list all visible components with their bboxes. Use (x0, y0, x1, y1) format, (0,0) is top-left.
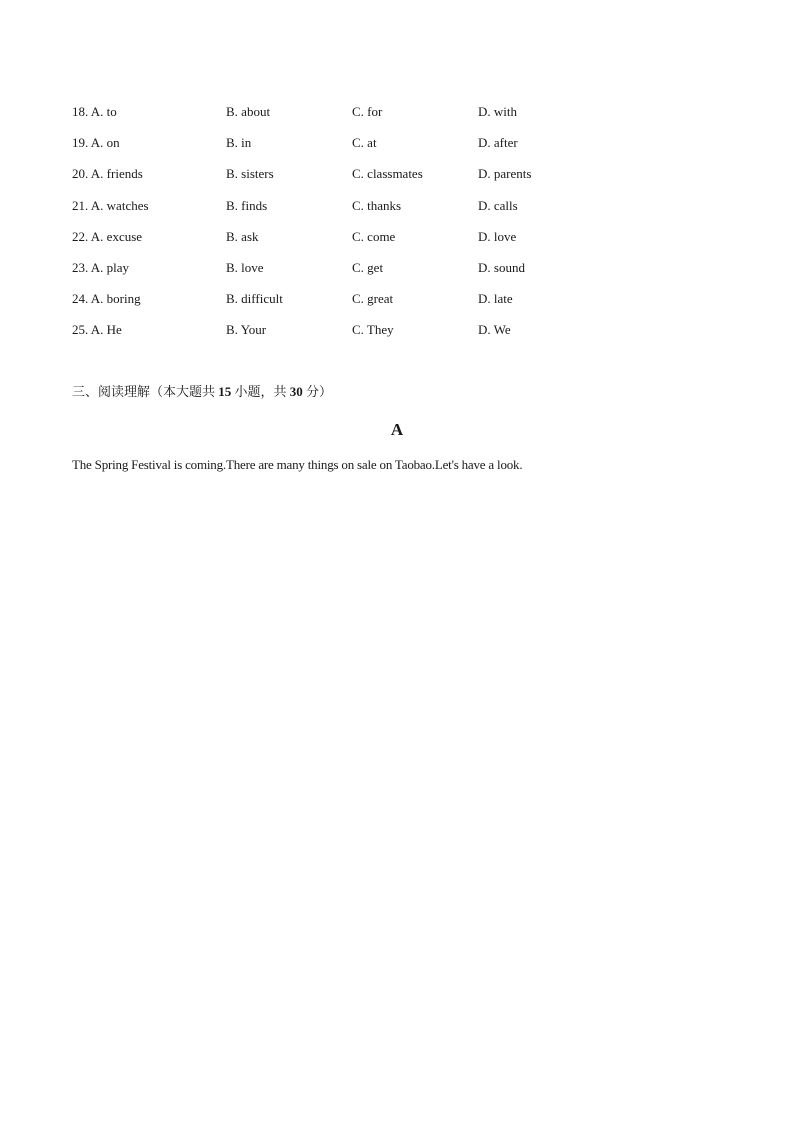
option-25-d: D. We (478, 322, 511, 338)
heading-question-count: 15 (218, 384, 232, 399)
option-row-21 (72, 197, 692, 228)
heading-middle: 小题，共 (231, 384, 290, 399)
option-24-b: B. difficult (226, 291, 283, 307)
heading-prefix: 三、阅读理解（本大题共 (72, 384, 219, 399)
option-18-a: 18. A. to (72, 104, 117, 119)
option-20-d: D. parents (478, 166, 532, 182)
option-20-b: B. sisters (226, 166, 274, 182)
option-22-b: B. ask (226, 228, 259, 244)
option-21-a: 21. A. watches (72, 197, 149, 213)
option-24-a: 24. A. boring (72, 291, 141, 307)
option-25-a: 25. A. He (72, 322, 122, 338)
option-21-b: B. finds (226, 197, 268, 213)
answer-options-list (72, 103, 692, 353)
option-19-c: C. at (352, 135, 377, 151)
option-24-c: C. great (352, 291, 394, 307)
option-22-a: 22. A. excuse (72, 228, 143, 244)
option-22-d: D. love (478, 228, 517, 244)
heading-points: 30 (289, 384, 303, 399)
option-20-c: C. classmates (352, 166, 423, 182)
option-21-d: D. calls (478, 197, 518, 213)
option-24-d: D. late (478, 291, 513, 307)
option-18-c: C. for (352, 104, 383, 119)
option-row-18 (72, 103, 692, 134)
option-19-d: D. after (478, 135, 518, 151)
option-row-20 (72, 165, 692, 196)
option-23-c: C. get (352, 259, 384, 275)
option-row-22 (72, 228, 692, 259)
option-row-23 (72, 259, 692, 290)
option-20-a: 20. A. friends (72, 166, 143, 182)
heading-suffix: 分） (302, 384, 333, 399)
option-23-a: 23. A. play (72, 259, 130, 275)
option-25-b: B. Your (226, 322, 267, 338)
option-18-b: B. about (226, 104, 271, 119)
option-22-c: C. come (352, 228, 396, 244)
option-19-b: B. in (226, 135, 252, 151)
option-row-25 (72, 321, 692, 352)
option-23-d: D. sound (478, 259, 525, 275)
passage-intro-text: The Spring Festival is coming.There are many things on sale on Taobao.Let's have a look. (72, 457, 523, 472)
option-25-c: C. They (352, 322, 394, 338)
option-row-24 (72, 290, 692, 321)
option-19-a: 19. A. on (72, 135, 120, 151)
option-21-c: C. thanks (352, 197, 402, 213)
passage-label: A (390, 420, 404, 439)
option-18-d: D. with (478, 104, 517, 119)
option-23-b: B. love (226, 259, 264, 275)
reading-section-heading (72, 383, 332, 401)
option-row-19 (72, 134, 692, 165)
